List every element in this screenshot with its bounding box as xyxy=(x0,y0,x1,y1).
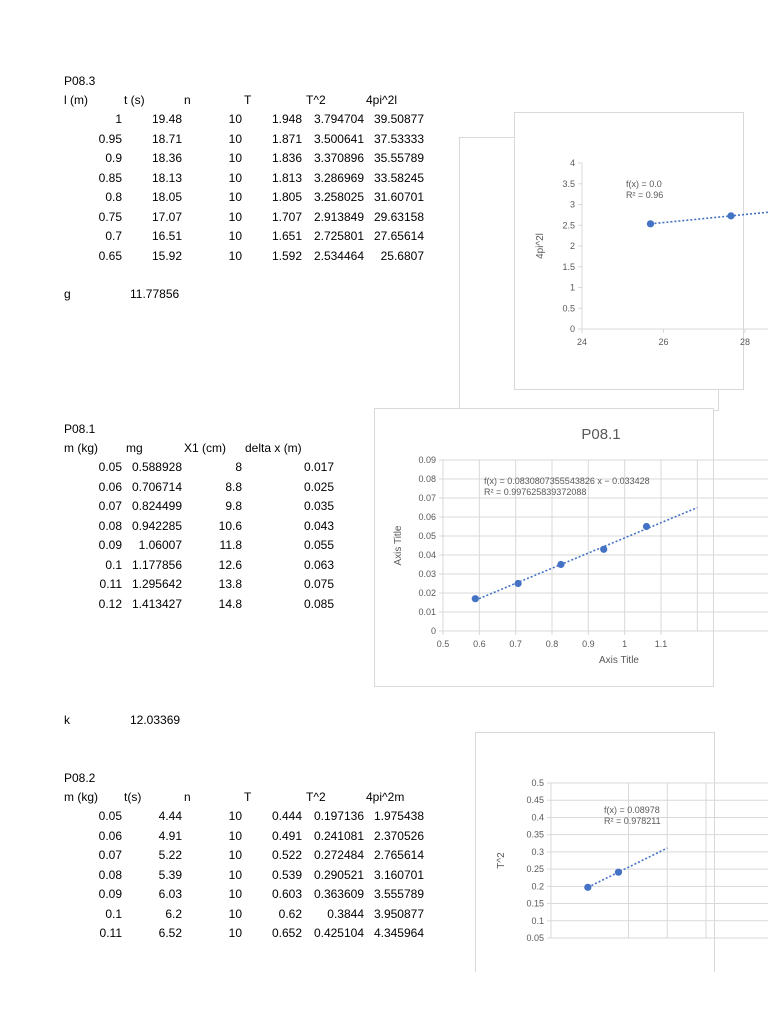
column-header: mg xyxy=(126,441,143,455)
y-tick-label: 3.5 xyxy=(562,178,575,189)
trendline-equation: f(x) = 0.0830807355543826 x − 0.033428 xyxy=(484,476,650,486)
table-cell: 12.6 xyxy=(218,557,242,572)
table-cell: 1.975438 xyxy=(373,809,424,823)
table-cell: 0.942285 xyxy=(131,518,182,533)
y-tick-label: 0.3 xyxy=(531,846,544,857)
table-cell: 17.07 xyxy=(151,209,182,224)
y-tick-label: 0.05 xyxy=(526,933,544,943)
table-title: P08.1 xyxy=(64,422,96,436)
table-cell: 4.44 xyxy=(158,809,182,823)
table-cell: 10 xyxy=(228,151,242,165)
table-cell: 2.725801 xyxy=(313,229,364,243)
table-cell: 1.592 xyxy=(271,248,302,263)
y-tick-label: 1 xyxy=(569,282,575,293)
table-cell: 0.05 xyxy=(98,809,122,823)
column-header: 4pi^2m xyxy=(366,790,405,804)
y-tick-label: 0 xyxy=(430,626,436,636)
y-tick-label: 1.5 xyxy=(562,261,575,272)
table-cell: 3.950877 xyxy=(373,906,424,921)
y-tick-label: 0 xyxy=(569,324,575,334)
column-header: n xyxy=(184,93,191,107)
table-cell: 0.8 xyxy=(105,190,122,204)
table-cell: 10 xyxy=(228,906,242,921)
table-cell: 19.48 xyxy=(151,112,182,126)
table-cell: 1.871 xyxy=(271,131,302,146)
table-cell: 0.08 xyxy=(98,518,122,533)
table-cell: 10 xyxy=(228,828,242,843)
table-cell: 1.06007 xyxy=(138,538,182,552)
table-cell: 0.7 xyxy=(105,229,122,243)
y-tick-label: 0.4 xyxy=(531,812,544,823)
table-cell: 0.603 xyxy=(271,887,302,901)
table-cell: 0.1 xyxy=(105,906,122,921)
trendline xyxy=(475,508,697,601)
table-cell: 10 xyxy=(228,209,242,224)
p083-chart-svg xyxy=(515,113,751,391)
trendline-equation: f(x) = 0.08978 xyxy=(604,805,660,815)
table-cell: 8.8 xyxy=(225,479,242,494)
result-label: k xyxy=(64,713,70,727)
table-cell: 0.055 xyxy=(303,538,334,552)
table-cell: 6.52 xyxy=(158,926,182,940)
table-cell: 0.085 xyxy=(303,596,334,611)
y-tick-label: 0.35 xyxy=(526,829,544,840)
y-tick-label: 2 xyxy=(569,241,575,251)
table-cell: 0.025 xyxy=(303,479,334,494)
table-cell: 10 xyxy=(228,131,242,146)
data-point xyxy=(643,523,650,530)
trendline-r-squared: R² = 0.978211 xyxy=(604,816,661,826)
column-header: T^2 xyxy=(306,93,326,107)
table-cell: 0.075 xyxy=(303,577,334,591)
trendline xyxy=(650,210,768,223)
table-cell: 10 xyxy=(228,848,242,862)
table-cell: 0.588928 xyxy=(131,460,182,474)
y-tick-label: 0.5 xyxy=(531,778,544,788)
table-cell: 10 xyxy=(228,229,242,243)
p082-chart-svg xyxy=(476,733,716,945)
table-cell: 0.3844 xyxy=(327,906,364,921)
column-header: t(s) xyxy=(124,790,142,804)
trendline-equation: f(x) = 0.0 xyxy=(626,179,662,189)
table-cell: 0.11 xyxy=(99,926,122,940)
table-cell: 18.05 xyxy=(151,190,182,204)
table-cell: 0.824499 xyxy=(131,499,182,513)
table-cell: 0.12 xyxy=(98,596,122,611)
table-cell: 13.8 xyxy=(218,577,242,591)
table-cell: 2.534464 xyxy=(313,248,364,263)
y-tick-label: 4 xyxy=(569,158,575,168)
column-header: T xyxy=(244,790,252,804)
table-cell: 0.06 xyxy=(98,828,122,843)
table-cell: 4.91 xyxy=(158,828,182,843)
p082-chart[interactable] xyxy=(475,732,715,972)
p081-chart-svg xyxy=(375,409,715,688)
x-tick-label: 0.7 xyxy=(509,639,522,649)
table-cell: 27.65614 xyxy=(373,229,424,243)
table-cell: 3.370896 xyxy=(313,151,364,165)
y-tick-label: 0.5 xyxy=(562,303,575,314)
table-cell: 0.9 xyxy=(105,151,122,165)
table-cell: 1 xyxy=(115,112,122,126)
table-title: P08.2 xyxy=(64,771,96,785)
y-tick-label: 0.1 xyxy=(531,915,544,926)
table-cell: 10 xyxy=(228,248,242,263)
table-cell: 0.85 xyxy=(98,170,122,185)
table-cell: 0.07 xyxy=(98,499,122,513)
table-cell: 0.05 xyxy=(98,460,122,474)
data-point xyxy=(600,546,607,553)
x-tick-label: 0.5 xyxy=(436,639,450,649)
table-cell: 2.913849 xyxy=(313,209,364,224)
y-tick-label: 0.03 xyxy=(418,569,436,579)
table-cell: 39.50877 xyxy=(373,112,424,126)
p083-chart[interactable] xyxy=(514,112,751,390)
table-cell: 3.286969 xyxy=(313,170,364,185)
table-cell: 0.62 xyxy=(278,906,302,921)
table-cell: 3.555789 xyxy=(373,887,424,901)
result-value: 11.77856 xyxy=(130,287,180,301)
data-point xyxy=(472,595,479,602)
table-cell: 0.035 xyxy=(303,499,334,513)
column-header: m (kg) xyxy=(64,790,98,804)
y-tick-label: 0.01 xyxy=(418,607,436,617)
table-cell: 6.03 xyxy=(158,887,182,901)
x-tick-label: 0.8 xyxy=(545,639,559,649)
column-header: l (m) xyxy=(64,93,88,107)
column-header: T xyxy=(244,93,252,107)
table-cell: 0.65 xyxy=(98,248,122,263)
table-cell: 0.06 xyxy=(98,479,122,494)
table-cell: 0.08 xyxy=(98,867,122,882)
table-cell: 4.345964 xyxy=(373,926,424,940)
table-cell: 1.413427 xyxy=(131,596,182,611)
trendline-r-squared: R² = 0.997625839372088 xyxy=(484,487,587,497)
column-header: n xyxy=(184,790,191,804)
table-cell: 0.290521 xyxy=(313,867,364,882)
y-tick-label: 0.08 xyxy=(418,474,436,484)
table-cell: 0.539 xyxy=(271,867,302,882)
table-cell: 10 xyxy=(228,926,242,940)
table-cell: 0.491 xyxy=(271,828,302,843)
table-cell: 3.258025 xyxy=(313,190,364,204)
column-header: t (s) xyxy=(124,93,145,107)
data-point xyxy=(727,212,734,219)
table-cell: 11.8 xyxy=(219,538,242,552)
column-header: delta x (m) xyxy=(245,441,302,455)
column-header: 4pi^2l xyxy=(366,93,397,107)
table-cell: 5.39 xyxy=(158,867,182,882)
table-cell: 10 xyxy=(228,809,242,823)
table-cell: 0.652 xyxy=(271,926,302,940)
table-cell: 10.6 xyxy=(218,518,242,533)
table-cell: 0.522 xyxy=(271,848,302,862)
y-axis-title: 4pi^2l xyxy=(535,233,546,259)
table-cell: 37.53333 xyxy=(373,131,424,146)
table-cell: 14.8 xyxy=(218,596,242,611)
trendline-r-squared: R² = 0.96 xyxy=(626,190,664,200)
table-cell: 10 xyxy=(228,190,242,204)
data-point xyxy=(647,220,654,227)
table-cell: 9.8 xyxy=(225,499,242,513)
table-cell: 2.765614 xyxy=(373,848,424,862)
y-tick-label: 0.2 xyxy=(531,881,544,892)
table-cell: 0.272484 xyxy=(313,848,364,862)
x-tick-label: 0.6 xyxy=(473,639,486,649)
x-axis-title: Axis Title xyxy=(598,655,640,666)
y-axis-title: T^2 xyxy=(496,852,507,869)
table-cell: 0.09 xyxy=(98,887,122,901)
y-tick-label: 3 xyxy=(569,199,575,210)
y-tick-label: 0.25 xyxy=(526,864,544,875)
table-cell: 15.92 xyxy=(151,248,182,263)
table-cell: 25.6807 xyxy=(380,248,424,263)
table-cell: 0.11 xyxy=(99,577,122,591)
column-header: T^2 xyxy=(306,790,326,804)
result-value: 12.03369 xyxy=(130,713,181,727)
x-tick-label: 24 xyxy=(576,337,588,347)
result-label: g xyxy=(64,287,71,301)
y-tick-label: 0.15 xyxy=(526,898,544,909)
y-tick-label: 0.05 xyxy=(418,531,436,541)
table-cell: 0.063 xyxy=(303,557,334,572)
table-cell: 0.09 xyxy=(98,538,122,552)
x-tick-label: 0.9 xyxy=(582,639,595,649)
table-cell: 0.75 xyxy=(98,209,122,224)
table-cell: 18.13 xyxy=(151,170,182,185)
table-cell: 1.836 xyxy=(271,151,302,165)
table-cell: 1.295642 xyxy=(131,577,182,591)
data-point xyxy=(515,580,522,587)
x-tick-label: 26 xyxy=(658,337,669,347)
table-cell: 0.363609 xyxy=(313,887,364,901)
y-tick-label: 0.45 xyxy=(526,795,544,806)
table-cell: 6.2 xyxy=(165,906,182,921)
table-cell: 0.1 xyxy=(105,557,122,572)
trendline xyxy=(588,848,667,887)
table-cell: 5.22 xyxy=(158,848,182,862)
table-cell: 0.706714 xyxy=(131,479,182,494)
table-cell: 0.444 xyxy=(271,809,302,823)
table-cell: 35.55789 xyxy=(373,151,424,165)
table-cell: 0.017 xyxy=(303,460,334,474)
table-cell: 1.177856 xyxy=(131,557,182,572)
table-cell: 1.948 xyxy=(271,112,302,126)
table-cell: 0.197136 xyxy=(313,809,364,823)
table-cell: 1.805 xyxy=(271,190,302,204)
table-cell: 1.651 xyxy=(271,229,302,243)
table-cell: 18.36 xyxy=(151,151,182,165)
table-cell: 10 xyxy=(228,867,242,882)
table-cell: 8 xyxy=(235,460,242,474)
table-cell: 10 xyxy=(228,112,242,126)
table-cell: 0.07 xyxy=(98,848,122,862)
table-cell: 29.63158 xyxy=(373,209,424,224)
y-tick-label: 0.09 xyxy=(418,455,436,465)
y-tick-label: 2.5 xyxy=(562,220,575,231)
y-tick-label: 0.02 xyxy=(418,588,436,598)
table-cell: 1.813 xyxy=(271,170,302,185)
table-cell: 2.370526 xyxy=(373,828,424,843)
table-cell: 3.794704 xyxy=(313,112,364,126)
y-tick-label: 0.04 xyxy=(418,550,436,560)
table-title: P08.3 xyxy=(64,74,96,88)
p081-chart[interactable] xyxy=(374,408,714,687)
table-cell: 1.707 xyxy=(271,209,302,224)
column-header: X1 (cm) xyxy=(184,441,226,455)
chart-title: P08.1 xyxy=(581,426,621,443)
data-point xyxy=(557,561,564,568)
table-cell: 10 xyxy=(228,887,242,901)
table-cell: 0.043 xyxy=(303,518,334,533)
table-cell: 10 xyxy=(228,170,242,185)
y-axis-title: Axis Title xyxy=(393,525,404,566)
x-tick-label: 28 xyxy=(739,337,751,347)
table-cell: 33.58245 xyxy=(373,170,424,185)
column-header: m (kg) xyxy=(64,441,98,455)
data-point xyxy=(615,869,622,876)
table-cell: 0.425104 xyxy=(313,926,364,940)
table-cell: 0.95 xyxy=(98,131,122,146)
data-point xyxy=(584,884,591,891)
x-tick-label: 1.1 xyxy=(654,639,668,649)
table-cell: 18.71 xyxy=(151,131,182,146)
table-cell: 16.51 xyxy=(151,229,182,243)
x-tick-label: 1 xyxy=(622,639,628,649)
table-cell: 3.500641 xyxy=(313,131,364,146)
table-cell: 31.60701 xyxy=(373,190,424,204)
y-tick-label: 0.06 xyxy=(418,512,436,522)
table-cell: 3.160701 xyxy=(373,867,424,882)
table-cell: 0.241081 xyxy=(313,828,364,843)
y-tick-label: 0.07 xyxy=(418,493,436,503)
